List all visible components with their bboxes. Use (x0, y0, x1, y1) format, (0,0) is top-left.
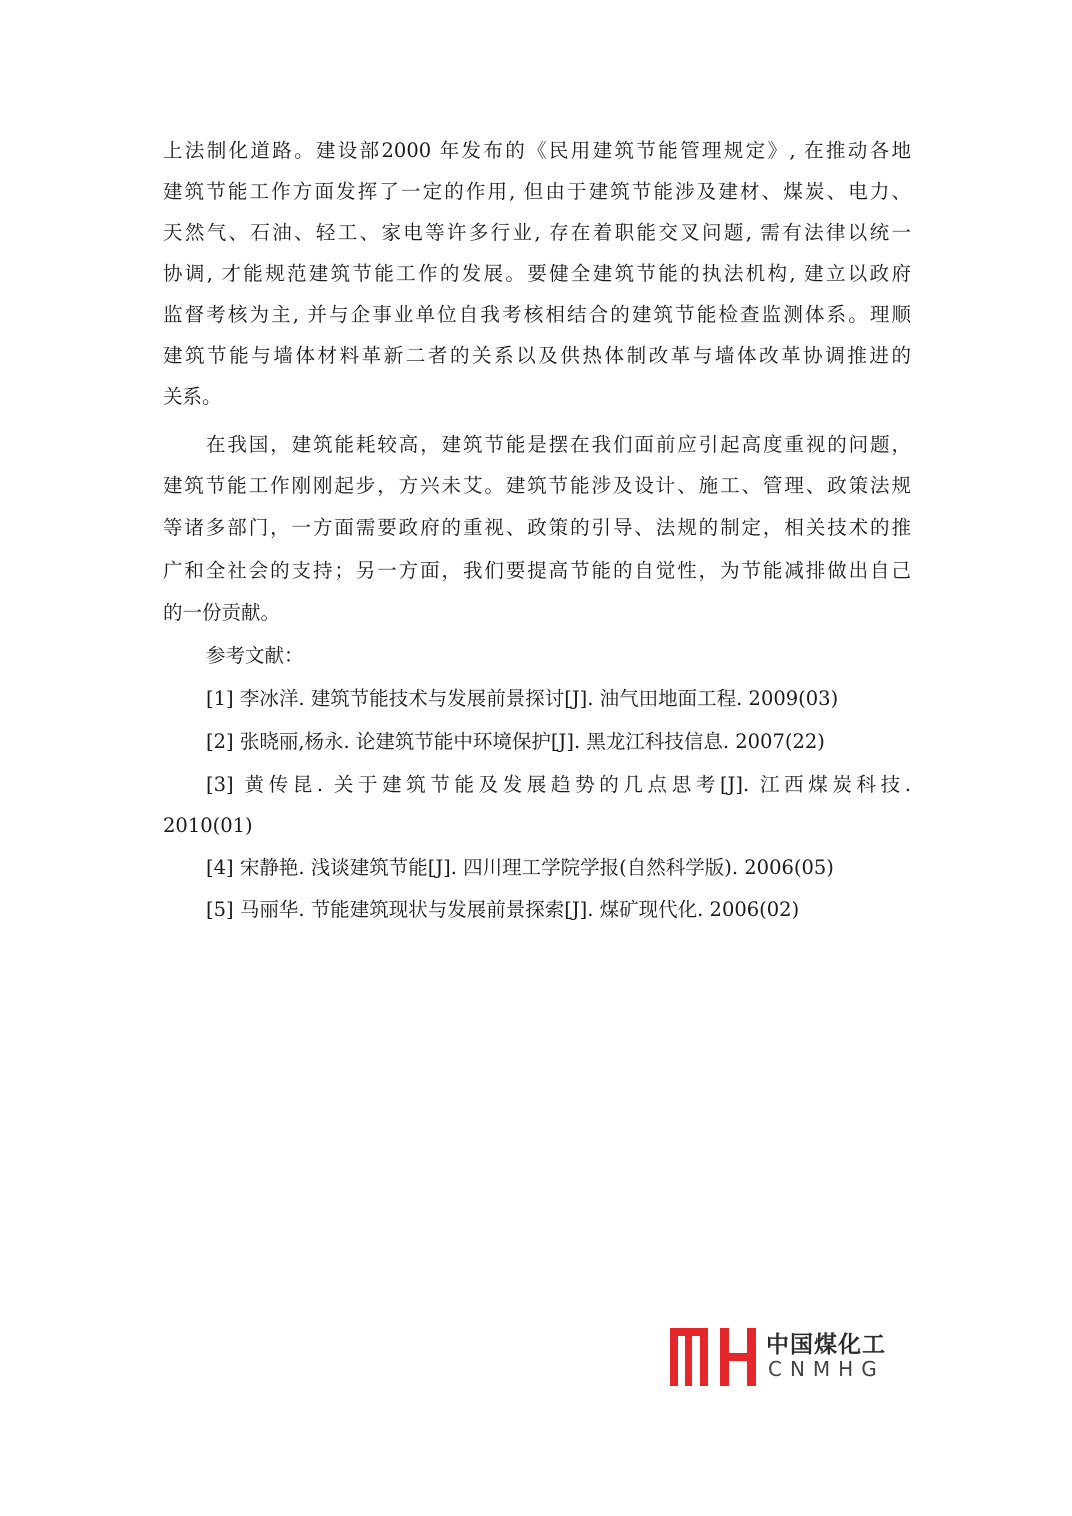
paragraph-2-line: 等诸多部门，一方面需要政府的重视、政策的引导、法规的制定，相关技术的推 (163, 516, 911, 539)
reference-item-4: [4] 宋静艳. 浅谈建筑节能[J]. 四川理工学院学报(自然科学版). 2006(05) (206, 856, 834, 879)
paragraph-1-line: 天然气、石油、轻工、家电等许多行业, 存在着职能交叉问题, 需有法律以统一 (163, 221, 911, 244)
reference-item-3: [3] 黄传昆. 关于建筑节能及发展趋势的几点思考[J]. 江西煤炭科技. (206, 773, 911, 796)
paragraph-1-line: 建筑节能与墙体材料革新二者的关系以及供热体制改革与墙体改革协调推进的 (163, 344, 911, 367)
paragraph-1-line: 协调, 才能规范建筑节能工作的发展。要健全建筑节能的执法机构, 建立以政府 (163, 262, 911, 285)
reference-item-5: [5] 马丽华. 节能建筑现状与发展前景探索[J]. 煤矿现代化. 2006(02) (206, 898, 800, 921)
references-heading: 参考文献： (206, 644, 304, 667)
logo-mark-icon (668, 1326, 760, 1388)
paragraph-1-line: 监督考核为主, 并与企事业单位自我考核相结合的建筑节能检查监测体系。理顺 (163, 303, 911, 326)
logo-chinese-name: 中国煤化工 (766, 1332, 886, 1358)
reference-item-3-continuation: 2010(01) (163, 814, 253, 837)
paragraph-1-line: 关系。 (163, 385, 222, 408)
brand-logo (668, 1322, 888, 1392)
logo-english-name: CNMHG (768, 1357, 885, 1381)
paragraph-1-line: 建筑节能工作方面发挥了一定的作用, 但由于建筑节能涉及建材、煤炭、电力、 (163, 180, 911, 203)
paragraph-2-line: 建筑节能工作刚刚起步，方兴未艾。建筑节能涉及设计、施工、管理、政策法规 (163, 474, 911, 497)
paragraph-1-line: 上法制化道路。建设部2000 年发布的《民用建筑节能管理规定》, 在推动各地 (163, 139, 911, 162)
paragraph-2-line: 广和全社会的支持；另一方面，我们要提高节能的自觉性，为节能减排做出自己 (163, 559, 911, 582)
paragraph-2-line: 的一份贡献。 (163, 601, 281, 624)
reference-item-2: [2] 张晓丽,杨永. 论建筑节能中环境保护[J]. 黑龙江科技信息. 2007(22) (206, 730, 825, 753)
reference-item-1: [1] 李冰洋. 建筑节能技术与发展前景探讨[J]. 油气田地面工程. 2009(03) (206, 687, 839, 710)
paragraph-2-line: 在我国，建筑能耗较高，建筑节能是摆在我们面前应引起高度重视的问题， (206, 433, 911, 456)
